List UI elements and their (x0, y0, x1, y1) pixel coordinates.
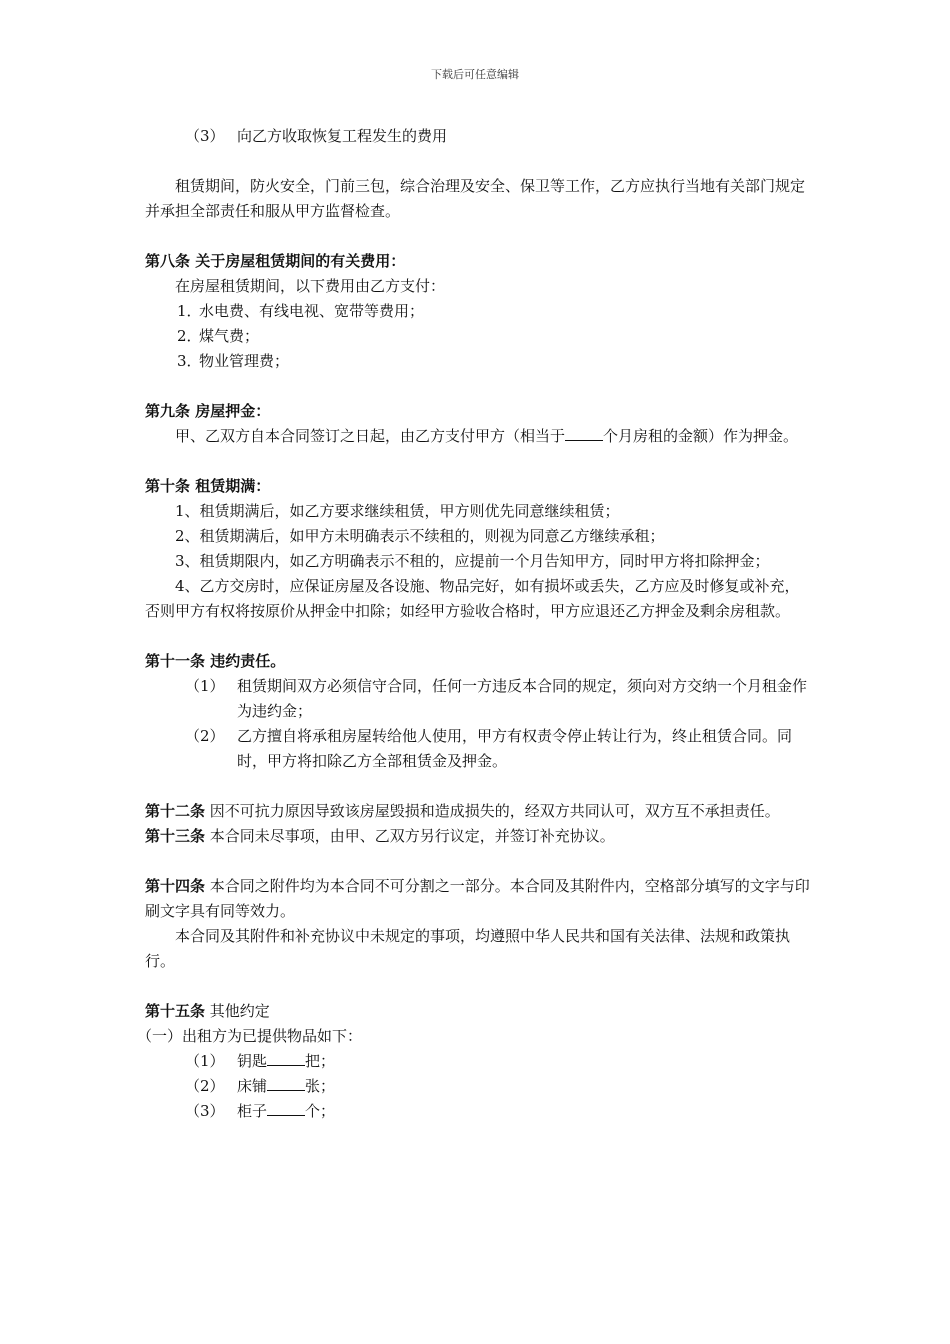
section9-title: 第九条 房屋押金： (145, 402, 271, 420)
fill-blank[interactable] (267, 1076, 305, 1091)
list-item: 3．物业管理费； (177, 352, 290, 370)
section15-sub: （一）出租方为已提供物品如下： (137, 1027, 363, 1045)
page-header: 下载后可任意编辑 (431, 68, 519, 81)
section12-title: 第十二条 (145, 802, 206, 820)
fill-blank[interactable] (565, 426, 603, 441)
section10-item: 4、乙方交房时，应保证房屋及各设施、物品完好，如有损坏或丢失，乙方应及时修复或补充，否则甲方有权将按原价从押金中扣除；如经甲方验收合格时，甲方应退还乙方押金及剩余房租款。 (145, 577, 800, 620)
section10-title: 第十条 租赁期满： (145, 477, 271, 495)
section11-item: （1） 租赁期间双方必须信守合同，任何一方违反本合同的规定，须向对方交纳一个月租金作为违约金； (185, 677, 808, 720)
item-number: （3） (185, 127, 225, 145)
section11-item: （2） 乙方擅自将承租房屋转给他人使用，甲方有权责令停止转让行为，终止租赁合同。同时，甲方将扣除乙方全部租赁金及押金。 (185, 727, 793, 770)
section14: 第十四条 本合同之附件均为本合同不可分割之一部分。本合同及其附件内，空格部分填写的文字与印刷文字具有同等效力。 (145, 877, 810, 920)
section7-paragraph: 租赁期间，防火安全，门前三包，综合治理及安全、保卫等工作，乙方应执行当地有关部门规定并承担全部责任和服从甲方监督检查。 (145, 177, 806, 220)
contract-body (137, 124, 810, 1124)
list-item: 2．煤气费； (177, 327, 260, 345)
section15-item: （2） 床铺 张； (185, 1077, 336, 1095)
section14-title: 第十四条 (145, 877, 206, 895)
section11-title: 第十一条 违约责任。 (145, 652, 286, 670)
section8-list (145, 299, 810, 374)
section10-item: 1、租赁期满后，如乙方要求继续租赁，甲方则优先同意继续租赁； (175, 502, 620, 520)
section10-item: 3、租赁期限内，如乙方明确表示不租的，应提前一个月告知甲方，同时甲方将扣除押金； (175, 552, 770, 570)
section10-item: 2、租赁期满后，如甲方未明确表示不续租的，则视为同意乙方继续承租； (175, 527, 665, 545)
section7-item3 (145, 124, 810, 149)
section8-intro: 在房屋租赁期间，以下费用由乙方支付： (175, 277, 446, 295)
section15-title: 第十五条 其他约定 (145, 1002, 270, 1020)
section14-paragraph: 本合同及其附件和补充协议中未规定的事项，均遵照中华人民共和国有关法律、法规和政策执行。 (145, 927, 791, 970)
fill-blank[interactable] (267, 1101, 305, 1116)
section15-item: （3） 柜子 个； (185, 1102, 336, 1120)
section8-title: 第八条 关于房屋租赁期间的有关费用： (145, 252, 406, 270)
section15-item: （1） 钥匙 把； (185, 1052, 336, 1070)
fill-blank[interactable] (267, 1051, 305, 1066)
section12: 第十二条 因不可抗力原因导致该房屋毁损和造成损失的，经双方共同认可，双方互不承担责任。 (145, 802, 780, 820)
section13-title: 第十三条 (145, 827, 206, 845)
section13: 第十三条 本合同未尽事项，由甲、乙双方另行议定，并签订补充协议。 (145, 827, 615, 845)
section9-text: 甲、乙双方自本合同签订之日起，由乙方支付甲方（相当于 个月房租的金额）作为押金。 (175, 427, 799, 445)
list-item: 1．水电费、有线电视、宽带等费用； (177, 302, 425, 320)
item-text: 向乙方收取恢复工程发生的费用 (237, 127, 448, 145)
